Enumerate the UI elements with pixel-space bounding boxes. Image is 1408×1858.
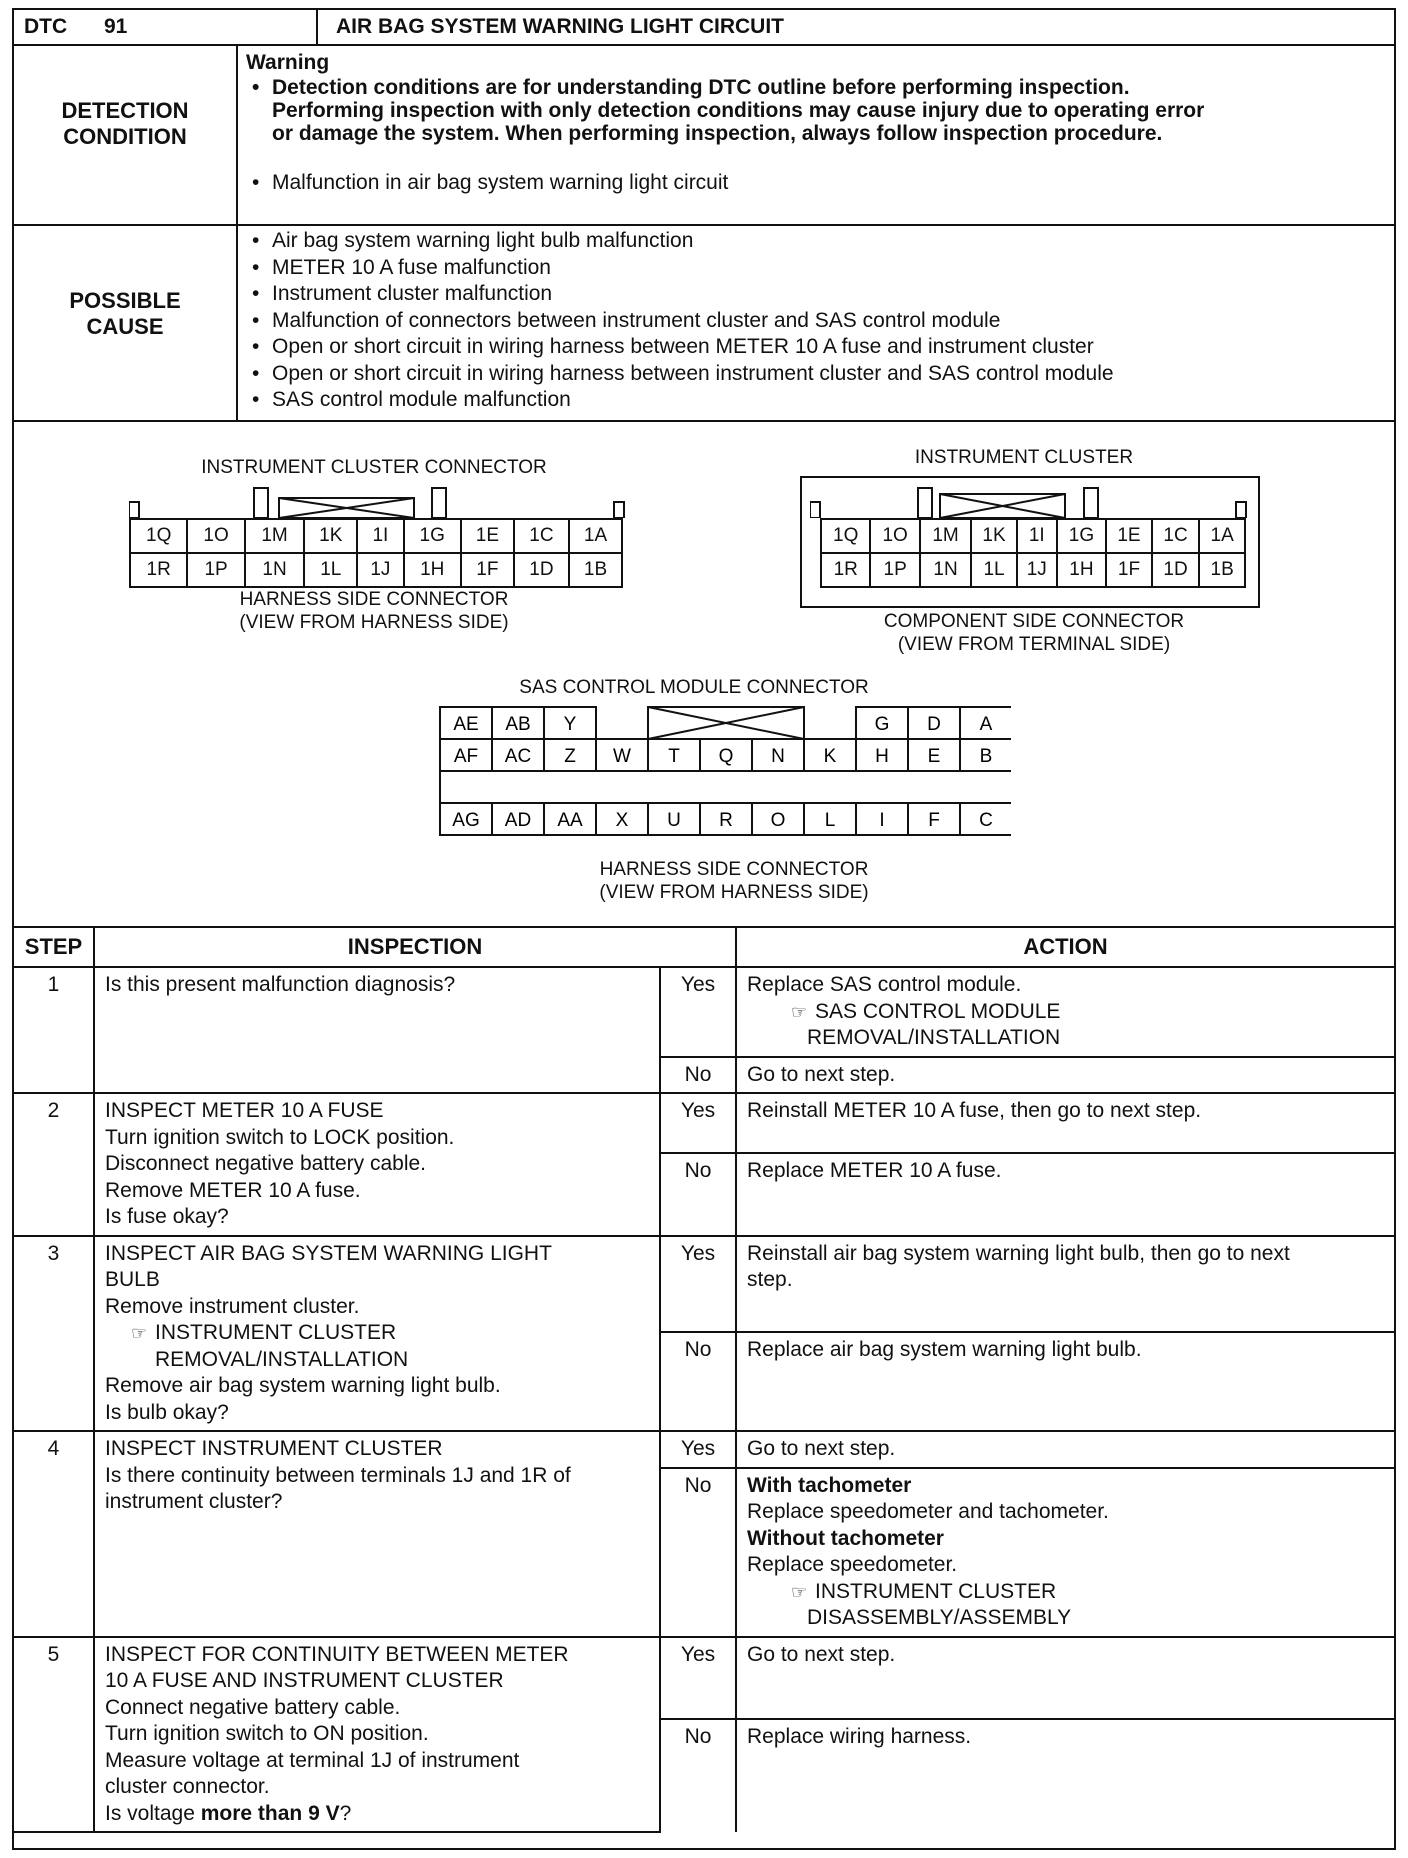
ic-harness-terminal: 1K (304, 519, 357, 553)
sas-terminal-label: C (979, 810, 993, 831)
no-action: Replace wiring harness. (736, 1719, 1394, 1833)
inspection-question: Is bulb okay? (105, 1400, 229, 1424)
ic-component-terminal: 1N (920, 553, 971, 587)
ic-harness-terminal: 1N (245, 553, 305, 587)
dtc-number: 91 (104, 15, 128, 38)
sas-terminal-label: O (770, 810, 786, 831)
pointing-hand-icon: ☞ (131, 1323, 148, 1343)
inspection-text: Turn ignition switch to ON position. (105, 1722, 429, 1745)
table-row (14, 1093, 1394, 1153)
label-divider (236, 226, 238, 420)
yes-action: Reinstall METER 10 A fuse, then go to next step. (736, 1093, 1394, 1153)
ic-harness-terminal: 1R (130, 553, 187, 587)
sas-terminal-label: F (928, 810, 940, 831)
cause-item: • Open or short circuit in wiring harness between instrument cluster and SAS control module (246, 361, 1386, 388)
page-title: AIR BAG SYSTEM WARNING LIGHT CIRCUIT (336, 15, 784, 38)
ic-component-terminal: 1G (1057, 519, 1106, 553)
ic-harness-caption-line2: (VIEW FROM HARNESS SIDE) (239, 612, 509, 633)
sas-terminal-label: Z (564, 746, 576, 767)
sas-terminal-label: Y (563, 714, 577, 735)
sas-terminal-label: T (668, 746, 680, 767)
pointing-hand-icon: ☞ (791, 1001, 808, 1022)
yes-label: Yes (660, 1093, 736, 1153)
sas-connector (439, 706, 1011, 852)
reference-link[interactable]: INSTRUMENT CLUSTER (155, 1321, 397, 1344)
cause-item: • Air bag system warning light bulb malfunction (246, 228, 1386, 255)
cause-item: • Instrument cluster malfunction (246, 281, 1386, 308)
step-number: 1 (14, 967, 94, 1093)
inspection-text: Remove air bag system warning light bulb. (105, 1374, 501, 1397)
ic-component-terminal: 1M (920, 519, 971, 553)
step-number: 4 (14, 1431, 94, 1637)
inspection-text: Turn ignition switch to LOCK position. (105, 1125, 455, 1149)
ic-harness-connector-top (129, 484, 629, 518)
ic-component-terminal: 1O (870, 519, 919, 553)
inspection-text: Remove instrument cluster. (105, 1294, 360, 1318)
sas-caption-line2: (VIEW FROM HARNESS SIDE) (599, 882, 869, 903)
inspection-question (105, 1801, 649, 1828)
ic-harness-caption (114, 588, 634, 634)
reference-link[interactable]: REMOVAL/INSTALLATION (155, 1347, 409, 1371)
ic-component-terminal: 1C (1152, 519, 1200, 553)
possible-cause-content (246, 228, 1386, 414)
sas-terminal-label: AC (504, 746, 532, 767)
dtc-label: DTC (24, 15, 68, 38)
ic-harness-terminal: 1M (245, 519, 305, 553)
sas-terminal-label: I (879, 810, 885, 831)
warning-item (246, 76, 1386, 145)
possible-cause-label (14, 288, 236, 340)
inspection-text: cluster connector. (105, 1775, 270, 1798)
inspection-text: Is this present malfunction diagnosis? (105, 973, 456, 996)
sas-terminal-label: W (613, 746, 631, 767)
inspection-question: Is there continuity between terminals 1J and 1R of (105, 1463, 571, 1487)
connector-row (821, 519, 1245, 553)
col-inspection: INSPECTION (94, 928, 736, 967)
cause-label-line2: CAUSE (86, 314, 164, 339)
ic-harness-terminal: 1G (404, 519, 461, 553)
ic-component-caption-line1: COMPONENT SIDE CONNECTOR (883, 611, 1185, 632)
no-action: Replace METER 10 A fuse. (736, 1153, 1394, 1236)
ic-component-terminal: 1F (1106, 553, 1152, 587)
no-action (736, 1468, 1394, 1637)
action-text: Replace speedometer. (747, 1553, 958, 1576)
dtc-page (12, 8, 1396, 1850)
ic-harness-terminal: 1A (569, 519, 622, 553)
sas-terminal-label: E (927, 746, 941, 767)
ic-component-terminal: 1H (1057, 553, 1106, 587)
table-header-row (14, 928, 1394, 967)
action-text: step. (747, 1268, 793, 1291)
possible-cause-row (14, 226, 1394, 422)
yes-action: Go to next step. (736, 1431, 1394, 1468)
step-number: 5 (14, 1637, 94, 1833)
connector-row (130, 519, 622, 553)
inspection-text: Measure voltage at terminal 1J of instrument (105, 1748, 520, 1772)
ic-component-caption-line2: (VIEW FROM TERMINAL SIDE) (897, 634, 1171, 655)
action-heading: Without tachometer (747, 1526, 944, 1550)
cause-label-line1: POSSIBLE (69, 288, 181, 313)
ic-component-terminal: 1Q (821, 519, 870, 553)
inspection-table (14, 928, 1394, 1833)
inspection-heading: 10 A FUSE AND INSTRUMENT CLUSTER (105, 1669, 504, 1692)
sas-caption-line1: HARNESS SIDE CONNECTOR (599, 859, 869, 880)
ic-harness-terminal: 1P (187, 553, 244, 587)
sas-terminal-label: K (823, 746, 837, 767)
inspection-heading: INSPECT AIR BAG SYSTEM WARNING LIGHT (105, 1241, 552, 1265)
sas-terminal-label: A (979, 714, 993, 735)
sas-terminal-label: U (667, 810, 681, 831)
ic-harness-terminal: 1C (514, 519, 569, 553)
reference-link[interactable]: SAS CONTROL MODULE (815, 999, 1061, 1023)
inspection-heading: INSPECT METER 10 A FUSE (105, 1099, 384, 1122)
detection-condition-label (14, 98, 236, 150)
no-action: Replace air bag system warning light bulb. (736, 1332, 1394, 1432)
step-inspection (94, 967, 660, 1093)
sas-caption (474, 858, 994, 904)
condition-item: • Malfunction in air bag system warning light circuit (246, 170, 1386, 197)
ic-harness-connector (129, 518, 623, 588)
yes-action (736, 1236, 1394, 1332)
step-number: 3 (14, 1236, 94, 1432)
yes-label: Yes (660, 967, 736, 1057)
yes-label: Yes (660, 1637, 736, 1719)
sas-terminal-label: AA (557, 810, 583, 831)
action-heading: With tachometer (747, 1473, 912, 1497)
ic-harness-terminal: 1F (461, 553, 514, 587)
ic-connector-title: INSTRUMENT CLUSTER CONNECTOR (201, 457, 547, 478)
yes-action (736, 967, 1394, 1057)
dtc-header (14, 10, 1394, 46)
sas-terminal-label: AD (504, 810, 532, 831)
ic-component-terminal: 1D (1152, 553, 1200, 587)
ic-component-terminal: 1B (1199, 553, 1245, 587)
action-text: Replace speedometer and tachometer. (747, 1500, 1109, 1523)
no-action: Go to next step. (736, 1057, 1394, 1094)
ic-harness-terminal: 1B (569, 553, 622, 587)
cause-item: • METER 10 A fuse malfunction (246, 255, 1386, 282)
sas-terminal-label: X (615, 810, 629, 831)
step-number: 2 (14, 1093, 94, 1236)
sas-terminal-label: AF (453, 746, 479, 767)
ic-component-terminal: 1R (821, 553, 870, 587)
detection-condition-row (14, 46, 1394, 226)
cause-item: • SAS control module malfunction (246, 387, 1386, 414)
col-step: STEP (14, 928, 94, 967)
detection-content (246, 50, 1386, 197)
connector-row (821, 553, 1245, 587)
ic-harness-terminal: 1L (304, 553, 357, 587)
inspection-text: Connect negative battery cable. (105, 1695, 401, 1719)
ic-harness-terminal: 1I (357, 519, 403, 553)
connector-diagrams (14, 422, 1394, 928)
pointing-hand-icon: ☞ (791, 1581, 808, 1602)
inspection-text: Disconnect negative battery cable. (105, 1152, 427, 1175)
ic-harness-terminal: 1O (187, 519, 244, 553)
detection-label-line2: CONDITION (63, 124, 187, 149)
table-row (14, 1236, 1394, 1332)
ic-component-terminal: 1E (1106, 519, 1152, 553)
sas-terminal-label: G (874, 714, 890, 735)
ic-harness-terminal: 1E (461, 519, 514, 553)
step-inspection (94, 1431, 660, 1637)
reference-link[interactable]: INSTRUMENT CLUSTER (815, 1579, 1057, 1603)
ic-component-terminal: 1I (1017, 519, 1057, 553)
reference-link[interactable]: REMOVAL/INSTALLATION (807, 1026, 1061, 1049)
sas-terminal-label: D (927, 714, 941, 735)
sas-terminal-label: Q (718, 746, 734, 767)
sas-latch-bar (440, 771, 1011, 803)
yes-label: Yes (660, 1236, 736, 1332)
sas-terminal-label: N (771, 746, 785, 767)
ic-harness-terminal: 1H (404, 553, 461, 587)
sas-terminal-label: L (824, 810, 836, 831)
ic-harness-terminal: 1D (514, 553, 569, 587)
sas-connector-title: SAS CONTROL MODULE CONNECTOR (519, 677, 869, 698)
sas-terminal-label: AB (505, 714, 531, 735)
cause-list (246, 228, 1386, 414)
table-row (14, 1431, 1394, 1468)
ic-harness-terminal: 1Q (130, 519, 187, 553)
ic-component-terminal: 1A (1199, 519, 1245, 553)
warning-list (246, 76, 1386, 145)
condition-list (246, 170, 1386, 197)
table-row (14, 1637, 1394, 1719)
table-row (14, 967, 1394, 1057)
question-text: Is voltage (105, 1801, 201, 1825)
ic-component-connector-top (810, 484, 1250, 518)
ic-harness-terminal: 1J (357, 553, 403, 587)
ic-component-connector (820, 518, 1246, 588)
no-label: No (660, 1057, 736, 1094)
inspection-question: Is fuse okay? (105, 1205, 229, 1228)
warning-line3: or damage the system. When performing inspection, always follow inspection procedure. (272, 122, 1163, 145)
ic-component-terminal: 1L (971, 553, 1017, 587)
step-inspection (94, 1093, 660, 1236)
question-criteria: more than 9 V (200, 1801, 340, 1825)
col-action: ACTION (736, 928, 1394, 967)
step-inspection (94, 1637, 660, 1833)
no-label: No (660, 1468, 736, 1637)
connector-row (130, 553, 622, 587)
reference-link[interactable]: DISASSEMBLY/ASSEMBLY (807, 1606, 1072, 1629)
inspection-text: Remove METER 10 A fuse. (105, 1178, 361, 1202)
sas-connector-grid (439, 706, 1011, 852)
ic-component-terminal: 1J (1017, 553, 1057, 587)
ic-harness-caption-line1: HARNESS SIDE CONNECTOR (239, 589, 509, 610)
label-divider (236, 46, 238, 224)
header-divider (316, 10, 318, 46)
ic-component-caption (794, 610, 1274, 656)
detection-label-line1: DETECTION (61, 98, 189, 123)
warning-title: Warning (246, 51, 330, 74)
action-text: Reinstall air bag system warning light bulb, then go to next (747, 1241, 1290, 1265)
warning-line1: Detection conditions are for understanding DTC outline before performing inspection. (272, 76, 1130, 99)
yes-action: Go to next step. (736, 1637, 1394, 1719)
step-inspection (94, 1236, 660, 1432)
cause-item: • Open or short circuit in wiring harness between METER 10 A fuse and instrument cluster (246, 334, 1386, 361)
no-label: No (660, 1153, 736, 1236)
ic-component-terminal: 1P (870, 553, 919, 587)
sas-terminal-label: AE (453, 714, 479, 735)
inspection-heading: BULB (105, 1268, 160, 1291)
question-mark: ? (339, 1801, 352, 1825)
sas-terminal-label: R (719, 810, 733, 831)
cause-item: • Malfunction of connectors between instrument cluster and SAS control module (246, 308, 1386, 335)
sas-terminal-label: H (875, 746, 889, 767)
ic-component-terminal: 1K (971, 519, 1017, 553)
no-label: No (660, 1719, 736, 1833)
inspection-heading: INSPECT INSTRUMENT CLUSTER (105, 1437, 443, 1460)
inspection-question: instrument cluster? (105, 1490, 283, 1513)
no-label: No (660, 1332, 736, 1432)
action-text: Replace SAS control module. (747, 973, 1022, 996)
inspection-heading: INSPECT FOR CONTINUITY BETWEEN METER (105, 1642, 569, 1666)
ic-title: INSTRUMENT CLUSTER (914, 447, 1134, 468)
warning-line2: Performing inspection with only detection conditions may cause injury due to operating error (272, 99, 1205, 122)
sas-terminal-label: AG (452, 810, 480, 831)
yes-label: Yes (660, 1431, 736, 1468)
sas-terminal-label: B (979, 746, 993, 767)
